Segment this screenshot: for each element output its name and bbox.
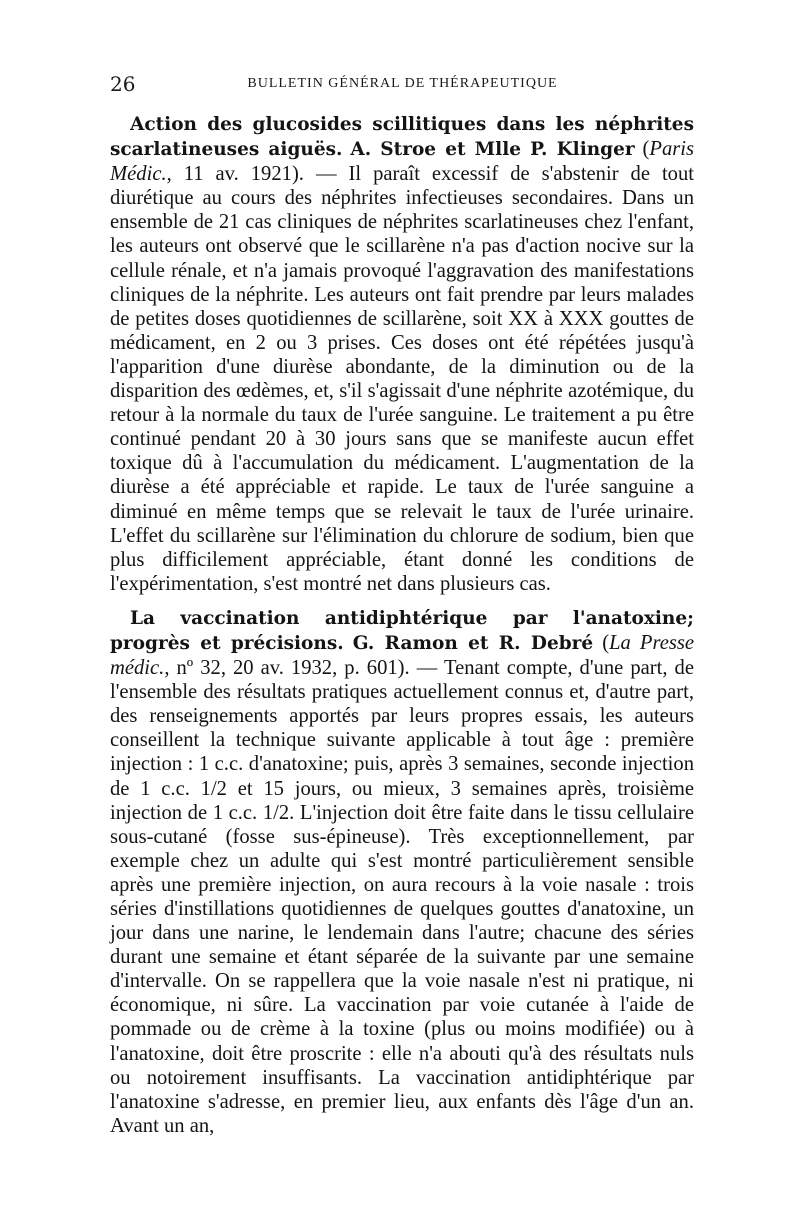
abstract-title: Action des glucosides scillitiques dans les néphrites scarlatineuses aiguës. bbox=[110, 114, 694, 161]
page-body bbox=[110, 112, 694, 1148]
abstract-authors: A. Stroe et Mlle P. Klinger bbox=[350, 139, 635, 161]
abstract-source: (La Presse médic., nº 32, 20 av. 1932, p. 601). bbox=[110, 631, 695, 680]
page-header bbox=[110, 68, 695, 98]
abstract-text: Il paraît excessif de s'abstenir de tout diurétique au cours des néphrites infectieuses secondaires. Dans un ensemble de 21 cas cliniques de néphrites scarlatineuses chez l'enfant, les auteurs ont observé que le scillarène n'a pas d'action nocive sur la cellule rénale, et n'a jamais provoqué l'aggravation des manifestations cliniques de la néphrite. Les auteurs ont fait prendre par leurs malades de petites doses quotidiennes de scillarène, soit XX à XXX gouttes de médicament, en 2 ou 3 prises. Ces doses ont été répétées jusqu'à l'apparition d'une diurèse abondante, de la diminution ou de la disparition des œdèmes, et, s'il s'agissait d'une néphrite azotémique, du retour à la normale du taux de l'urée sanguine. Le traitement a pu être continué pendant 20 à 30 jours sans que se manifeste aucun effet toxique dû à l'accumulation du médicament. L'augmentation de la diurèse a été appréciable et rapide. Le taux de l'urée sanguine a diminué en même temps que se relevait le taux de l'urée urinaire. L'effet du scillarène sur l'élimination du chlorure de sodium, bien que plus difficilement appréciable, étant donné les conditions de l'expérimentation, s'est montré net dans plusieurs cas. bbox=[110, 163, 694, 595]
abstract-authors: G. Ramon et R. Debré bbox=[352, 632, 594, 654]
page-number: 26 bbox=[110, 72, 136, 96]
abstract-ramon-debre: La vaccination antidiphtérique par l'anatoxine; progrès et précisions. G. Ramon et R. Debré (La Presse médic., nº 32, 20 av. 1932, p. 601). — Tenant compte, d'une part, de l'ensemble des résultats pratiques actuellement connus et, d'autre part, des renseignements apportés par leurs propres essais, les auteurs conseillent la technique suivante applicable à tout âge : première injection : 1 c.c. d'anatoxine; puis, après 3 semaines, seconde injection de 1 c.c. 1/2 et 15 jours, ou mieux, 3 semaines après, troisième injection de 1 c.c. 1/2. L'injection doit être faite dans le tissu cellulaire sous-cutané (fosse sus-épineuse). Très exceptionnellement, par exemple chez un adulte qui s'est montré particulièrement sensible après une première injection, on aura recours à la voie nasale : trois séries d'instillations quotidiennes de quelques gouttes d'anatoxine, un jour dans une narine, le lendemain dans l'autre; chacune des séries durant une semaine et étant séparée de la suivante par une semaine d'intervalle. On se rappellera que la voie nasale n'est ni pratique, ni économique, ni sûre. La vaccination par voie cutanée à l'aide de pommade ou de crème à la toxine (plus ou moins modifiée) ou à l'anatoxine, doit être proscrite : elle n'a abouti qu'à des résultats nuls ou notoirement insuffisants. La vaccination antidiphtérique par l'anatoxine s'adresse, en premier lieu, aux enfants dès l'âge d'un an. Avant un an, bbox=[110, 607, 695, 1137]
abstract-title: La vaccination antidiphtérique par l'anatoxine; progrès et précisions. bbox=[110, 607, 694, 654]
source-details: , nº 32, 20 av. 1932, p. 601 bbox=[164, 657, 398, 680]
abstract-source: (Paris Médic., 11 av. 1921). bbox=[110, 138, 694, 186]
source-journal: La Presse médic. bbox=[110, 631, 695, 680]
abstract-text: Tenant compte, d'une part, de l'ensemble des résultats pratiques actuellement connus et, d'autre part, des renseignements apportés par leurs propres essais, les auteurs conseillent la technique suivante applicable à tout âge : première injection : 1 c.c. d'anatoxine; puis, après 3 semaines, seconde injection de 1 c.c. 1/2 et 15 jours, ou mieux, 3 semaines après, troisième injection de 1 c.c. 1/2. L'injection doit être faite dans le tissu cellulaire sous-cutané (fosse sus-épineuse). Très exceptionnellement, par exemple chez un adulte qui s'est montré particulièrement sensible après une première injection, on aura recours à la voie nasale : trois séries d'instillations quotidiennes de quelques gouttes d'anatoxine, un jour dans une narine, le lendemain dans l'autre; chacune des séries durant une semaine et étant séparée de la suivante par une semaine d'intervalle. On se rappellera que la voie nasale n'est ni pratique, ni économique, ni sûre. La vaccination par voie cutanée à l'aide de pommade ou de crème à la toxine (plus ou moins modifiée) ou à l'anatoxine, doit être proscrite : elle n'a abouti qu'à des résultats nuls ou notoirement insuffisants. La vaccination antidiphtérique par l'anatoxine s'adresse, en premier lieu, aux enfants dès l'âge d'un an. Avant un an, bbox=[110, 657, 694, 1137]
running-title: BULLETIN GÉNÉRAL DE THÉRAPEUTIQUE bbox=[247, 76, 558, 91]
source-details: , 11 av. 1921 bbox=[166, 163, 292, 186]
abstract-stroe-klinger: Action des glucosides scillitiques dans les néphrites scarlatineuses aiguës. A. Stroe et Mlle P. Klinger (Paris Médic., 11 av. 1921). — Il paraît excessif de s'abstenir de tout diurétique au cours des néphrites infectieuses secondaires. Dans un ensemble de 21 cas cliniques de néphrites scarlatineuses chez l'enfant, les auteurs ont observé que le scillarène n'a pas d'action nocive sur la cellule rénale, et n'a jamais provoqué l'aggravation des manifestations cliniques de la néphrite. Les auteurs ont fait prendre par leurs malades de petites doses quotidiennes de scillarène, soit XX à XXX gouttes de médicament, en 2 ou 3 prises. Ces doses ont été répétées jusqu'à l'apparition d'une diurèse abondante, de la diminution ou de la disparition des œdèmes, et, s'il s'agissait d'une néphrite azotémique, du retour à la normale du taux de l'urée sanguine. Le traitement a pu être continué pendant 20 à 30 jours sans que se manifeste aucun effet toxique dû à l'accumulation du médicament. L'augmentation de la diurèse a été appréciable et rapide. Le taux de l'urée sanguine a diminué en même temps que se relevait le taux de l'urée urinaire. L'effet du scillarène sur l'élimination du chlorure de sodium, bien que plus difficilement appréciable, étant donné les conditions de l'expérimentation, s'est montré net dans plusieurs cas. bbox=[110, 114, 694, 595]
source-journal: Paris Médic. bbox=[110, 138, 694, 186]
